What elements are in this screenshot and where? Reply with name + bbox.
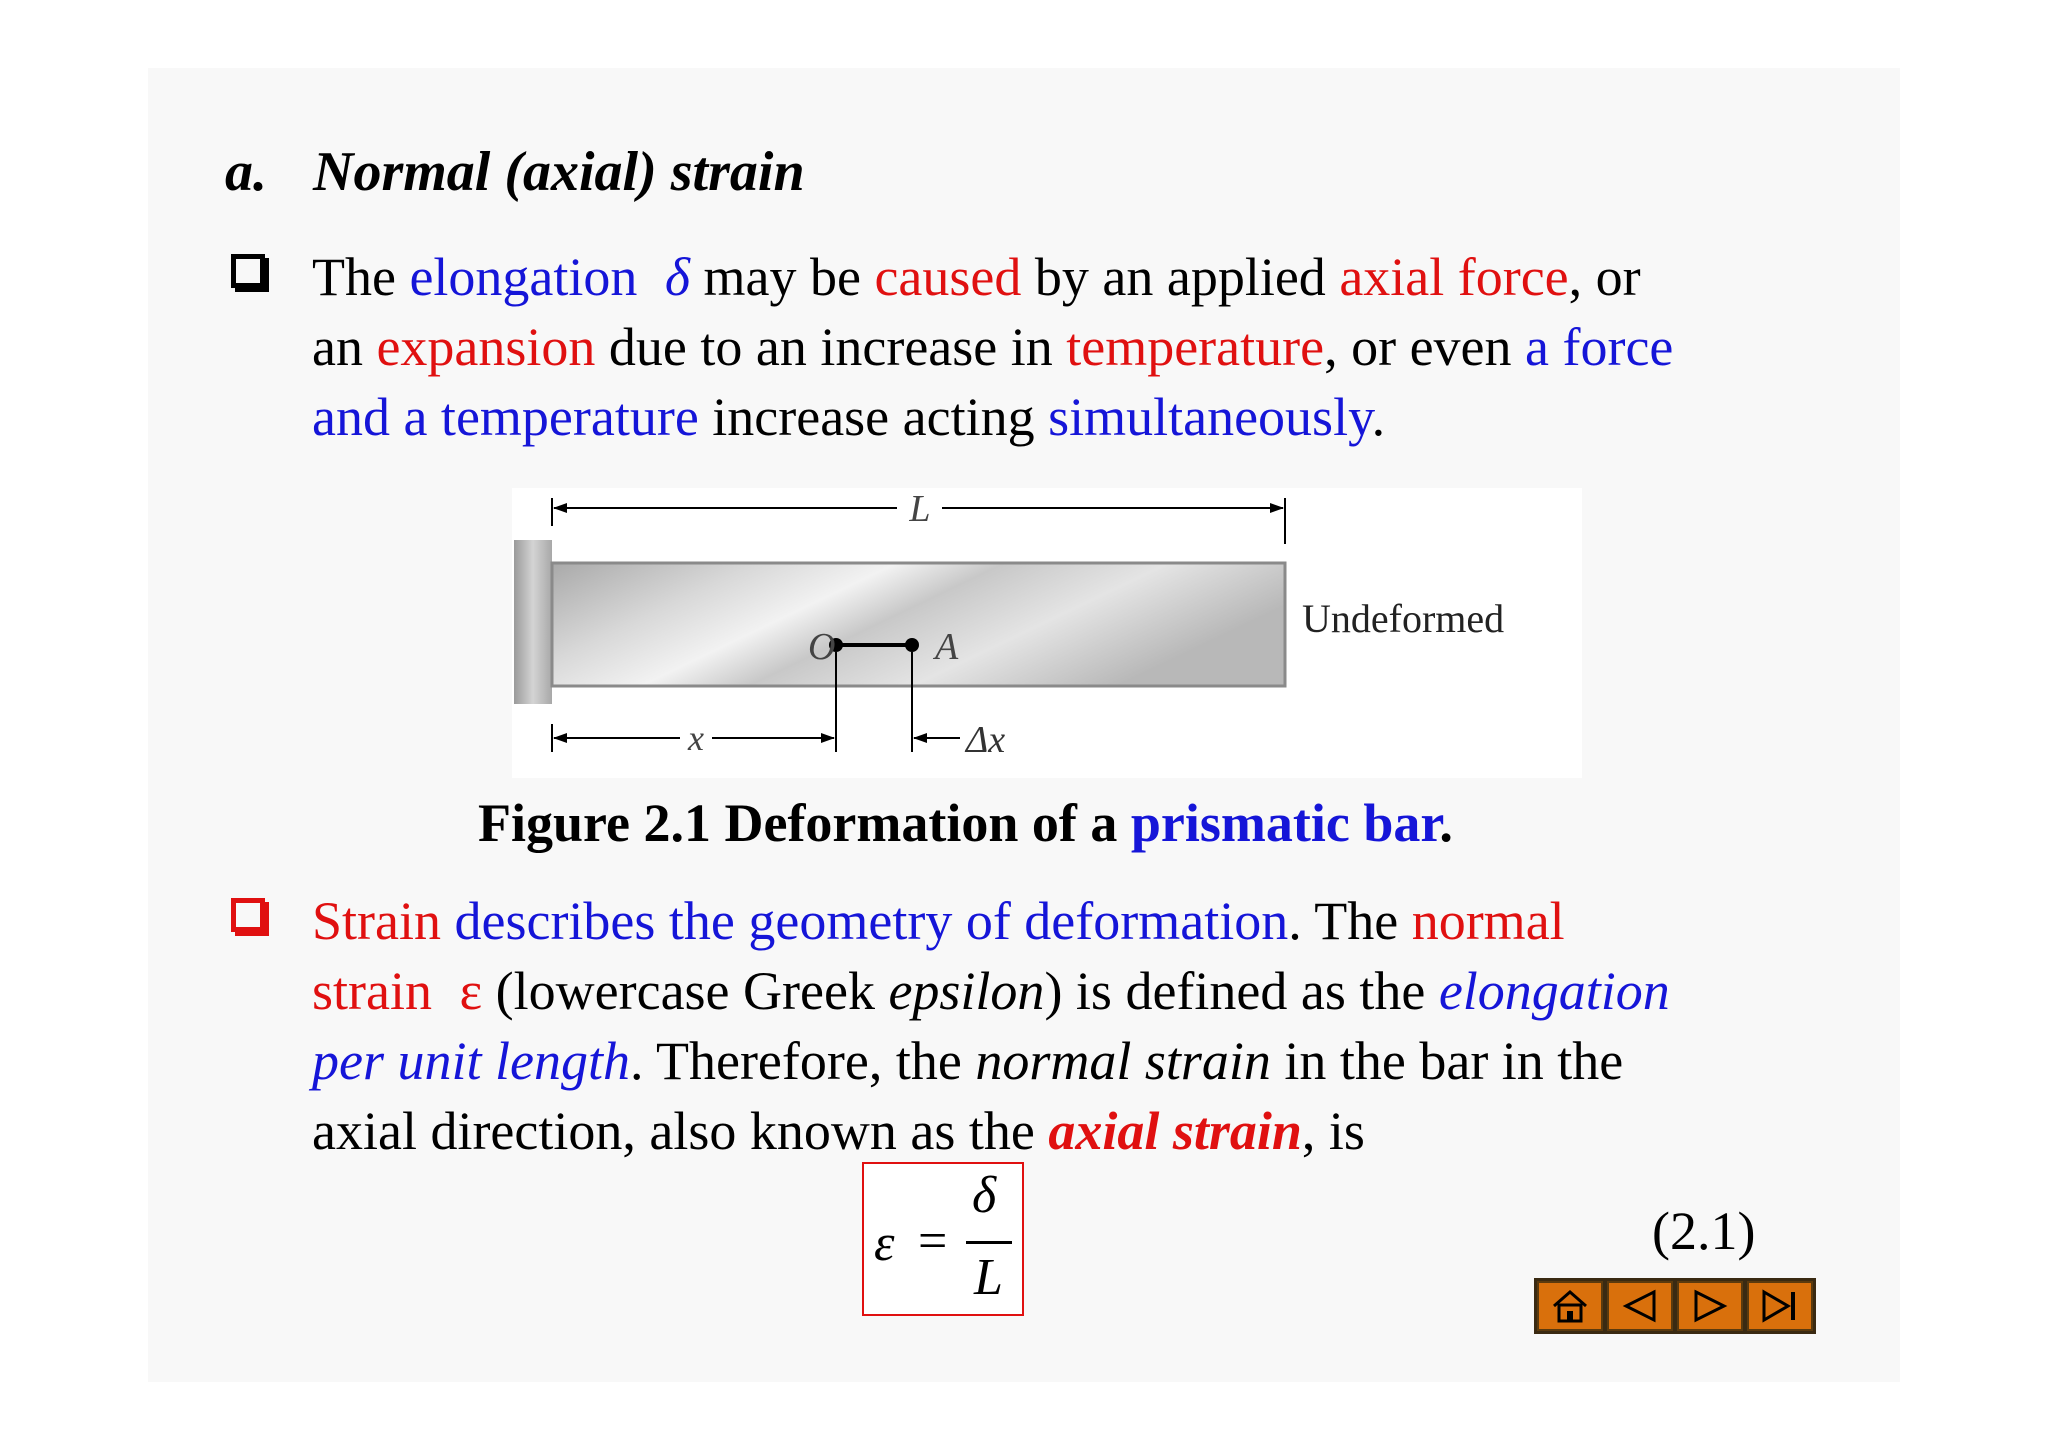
caption-highlight: prismatic bar <box>1130 793 1440 853</box>
paragraph-line <box>312 956 1670 1026</box>
text-run: , or <box>1568 247 1641 307</box>
term-elongation: elongation <box>409 247 638 307</box>
text-run: increase acting <box>698 387 1049 447</box>
figure-caption <box>478 792 1453 854</box>
text-run: The <box>312 247 410 307</box>
term-axial-force: axial force <box>1339 247 1569 307</box>
home-icon <box>1550 1288 1590 1324</box>
term-simultaneously: simultaneously <box>1048 387 1372 447</box>
last-button[interactable] <box>1747 1281 1813 1331</box>
previous-icon <box>1620 1288 1660 1324</box>
equation-number: (2.1) <box>1652 1201 1756 1261</box>
equation-equals: = <box>918 1213 948 1270</box>
paragraph-elongation <box>312 242 1673 452</box>
caption-text: . <box>1439 793 1453 853</box>
next-icon <box>1690 1288 1730 1324</box>
fixed-support <box>514 540 552 704</box>
point-o-label: O <box>808 626 836 668</box>
prismatic-bar-figure <box>512 488 1582 778</box>
equation-box <box>862 1162 1024 1316</box>
heading-title: Normal (axial) strain <box>313 141 805 203</box>
equation-denominator: L <box>974 1249 1003 1306</box>
text-run: by an applied <box>1021 247 1340 307</box>
text-run: . <box>1371 387 1386 447</box>
text-run: axial direction, also known as the <box>312 1101 1049 1161</box>
term-expansion: expansion <box>376 317 596 377</box>
previous-button[interactable] <box>1607 1281 1673 1331</box>
text-run: . The <box>1288 891 1412 951</box>
term-temperature: temperature <box>1066 317 1325 377</box>
slide-navigation <box>1534 1278 1816 1334</box>
section-heading <box>225 140 805 204</box>
text-run: an <box>312 317 377 377</box>
bullet-checkbox-icon <box>231 254 265 288</box>
text-run: , or even <box>1324 317 1526 377</box>
term-elongation: elongation <box>1438 961 1670 1021</box>
text-run: may be <box>690 247 875 307</box>
point-a-label: A <box>935 626 959 668</box>
text-run: . Therefore, the <box>629 1031 976 1091</box>
heading-number: a. <box>225 141 267 203</box>
text-run: (lowercase Greek <box>482 961 889 1021</box>
paragraph-strain <box>312 886 1670 1166</box>
term-axial-strain: axial strain <box>1048 1101 1302 1161</box>
term-normal-strain: normal strain <box>975 1031 1271 1091</box>
paragraph-line <box>312 382 1673 452</box>
equation-lhs: ε <box>874 1215 895 1272</box>
fraction-bar <box>966 1241 1012 1244</box>
prismatic-bar <box>552 563 1285 686</box>
home-button[interactable] <box>1537 1281 1603 1331</box>
paragraph-line <box>312 312 1673 382</box>
last-icon <box>1760 1288 1800 1324</box>
symbol-delta: δ <box>664 247 691 307</box>
term-strain: Strain <box>312 891 441 951</box>
bullet-checkbox-icon <box>231 898 265 932</box>
paragraph-line <box>312 886 1670 956</box>
undeformed-label: Undeformed <box>1302 596 1505 641</box>
caption-text: Figure 2.1 Deformation of a <box>478 793 1131 853</box>
next-button[interactable] <box>1677 1281 1743 1331</box>
text-run <box>637 247 651 307</box>
paragraph-line <box>312 1096 1670 1166</box>
paragraph-line <box>312 1026 1670 1096</box>
text-run: , is <box>1301 1101 1365 1161</box>
term-epsilon: epsilon <box>888 961 1045 1021</box>
term-caused: caused <box>874 247 1022 307</box>
term-and-a-temperature: and a temperature <box>312 387 699 447</box>
term-a-force: a force <box>1525 317 1674 377</box>
text-run: due to an increase in <box>595 317 1067 377</box>
symbol-epsilon: ε <box>459 961 483 1021</box>
paragraph-line <box>312 242 1673 312</box>
term-per-unit-length: per unit length <box>312 1031 630 1091</box>
term-geometry: describes the geometry of deformation <box>441 891 1289 951</box>
x-label: x <box>688 718 704 758</box>
term-normal: normal <box>1411 891 1565 951</box>
term-strain: strain <box>312 961 432 1021</box>
dx-label: Δx <box>966 719 1006 761</box>
length-label: L <box>909 488 931 530</box>
text-run <box>432 961 446 1021</box>
equation-numerator: δ <box>972 1167 997 1224</box>
text-run: ) is defined as the <box>1044 961 1439 1021</box>
point-a <box>905 638 919 652</box>
text-run: in the bar in the <box>1270 1031 1624 1091</box>
